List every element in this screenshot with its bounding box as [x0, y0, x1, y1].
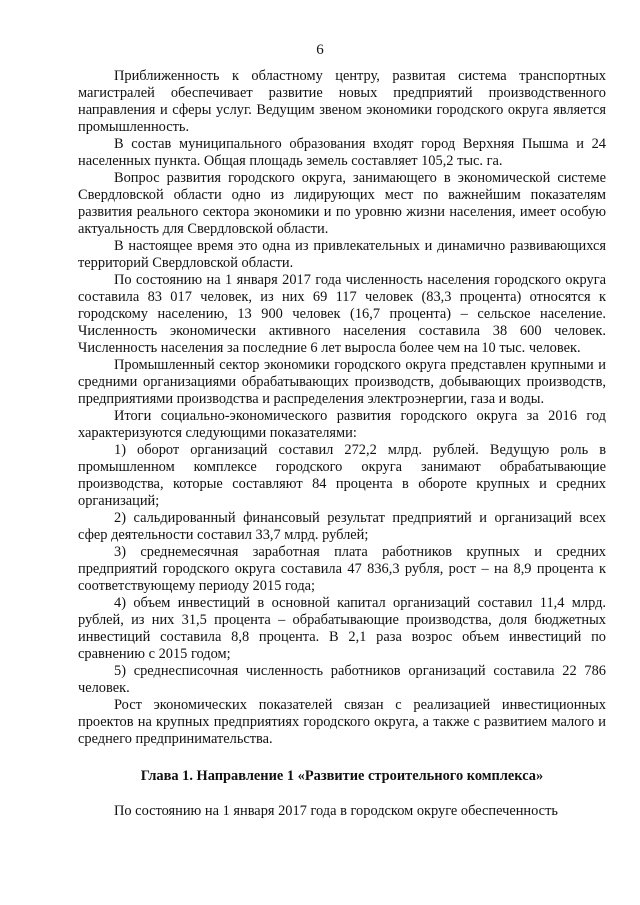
paragraph: В настоящее время это одна из привлекательных и динамично развивающихся территорий Свердловской области. [78, 238, 606, 271]
paragraph: Рост экономических показателей связан с реализацией инвестиционных проектов на крупных предприятиях городского округа, а также с развитием малого и среднего предпринимательства. [78, 697, 606, 747]
page-number: 6 [316, 42, 324, 58]
list-item: 3) среднемесячная заработная плата работников крупных и средних предприятий городского округа составила 47 836,3 рубля, рост – на 8,9 процента к соответствующему периоду 2015 года; [78, 544, 606, 594]
paragraph: По состоянию на 1 января 2017 года численность населения городского округа составила 83 017 человек, из них 69 117 человек (83,3 процента) относятся к городскому населению, 13 900 человек (16,7 процента) – сельское население. Численность экономически активного населения составила 38 600 человек. Численность населения за последние 6 лет выросла более чем на 10 тыс. человек. [78, 272, 606, 356]
paragraph: По состоянию на 1 января 2017 года в городском округе обеспеченность [114, 803, 558, 819]
paragraph: Итоги социально-экономического развития городского округа за 2016 год характеризуются следующими показателями: [78, 408, 606, 441]
document-body [78, 68, 606, 820]
paragraph: В состав муниципального образования входят город Верхняя Пышма и 24 населенных пункта. Общая площадь земель составляет 105,2 тыс. га. [78, 136, 606, 169]
list-item: 2) сальдированный финансовый результат предприятий и организаций всех сфер деятельности составил 33,7 млрд. рублей; [78, 510, 606, 543]
list-item: 5) среднесписочная численность работников организаций составила 22 786 человек. [78, 663, 606, 696]
list-item: 4) объем инвестиций в основной капитал организаций составил 11,4 млрд. рублей, из них 31,5 процента – обрабатывающие производства, доля бюджетных инвестиций составила 8,8 процента. В 2,1 раза возрос объем инвестиций по сравнению с 2015 годом; [78, 595, 606, 662]
paragraph: Приближенность к областному центру, развитая система транспортных магистралей обеспечивает развитие новых предприятий производственного направления и сферы услуг. Ведущим звеном экономики городского округа является промышленность. [78, 68, 606, 135]
paragraph: Промышленный сектор экономики городского округа представлен крупными и средними организациями обрабатывающих производств, добывающих производств, предприятиями производства и распределения электроэнергии, газа и воды. [78, 357, 606, 407]
chapter-heading: Глава 1. Направление 1 «Развитие строительного комплекса» [140, 768, 544, 784]
paragraph: Вопрос развития городского округа, занимающего в экономической системе Свердловской области одно из лидирующих мест по важнейшим показателям развития реального сектора экономики и по уровню жизни населения, имеет особую актуальность для Свердловской области. [78, 170, 606, 237]
list-item: 1) оборот организаций составил 272,2 млрд. рублей. Ведущую роль в промышленном комплексе городского округа занимают обрабатывающие производства, которые составляют 84 процента в обороте крупных и средних организаций; [78, 442, 606, 509]
